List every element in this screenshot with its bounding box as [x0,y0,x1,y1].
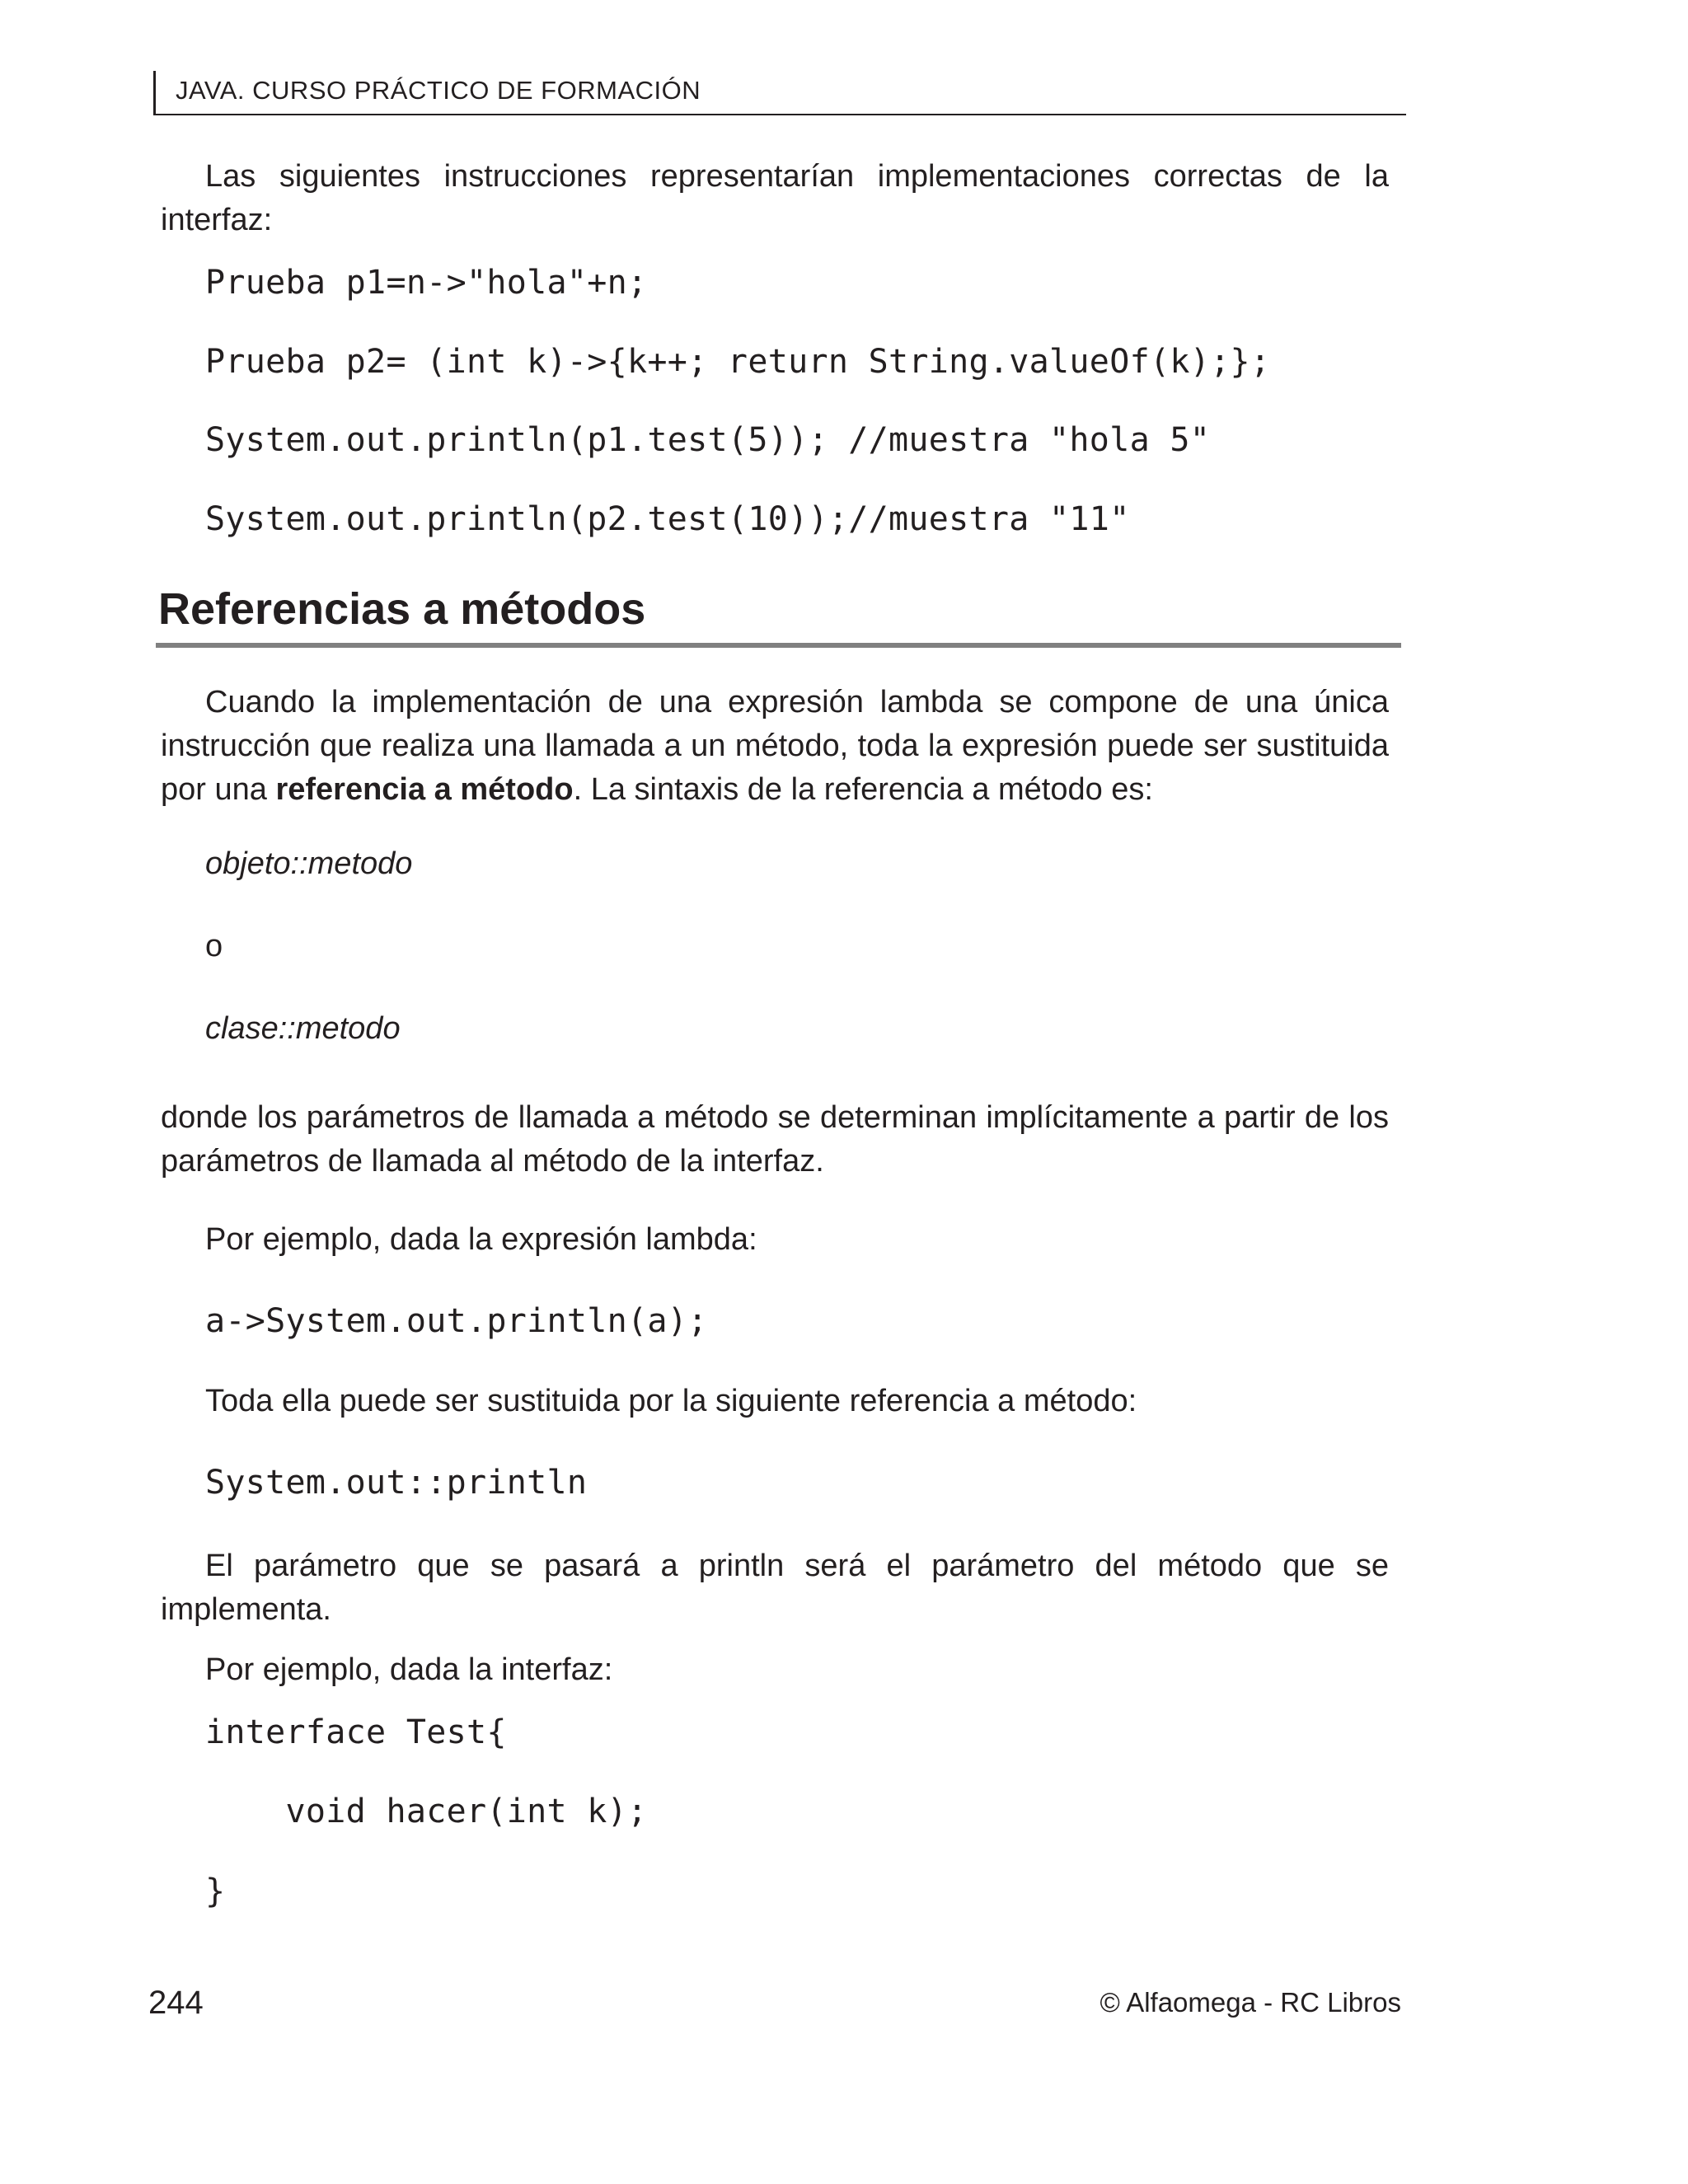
code-line-println-p1: System.out.println(p1.test(5)); //muestra "hola 5" [205,421,1211,459]
syntax-class-method: clase::metodo [205,1011,401,1046]
paragraph-1-text-before: Cuando la implementación de una expresión lambda se compone de una única instrucción que realiza una llamada a un método, toda la expresión puede ser sustituida por una [161,685,1389,807]
code-line-println-p2: System.out.println(p2.test(10));//muestra "11" [205,500,1130,538]
example-2-intro: Por ejemplo, dada la interfaz: [205,1652,613,1687]
running-title: JAVA. CURSO PRÁCTICO DE FORMACIÓN [176,76,701,105]
copyright: © Alfaomega - RC Libros [1100,1987,1401,2018]
interface-code-line-2: void hacer(int k); [205,1793,648,1830]
section-rule [156,643,1401,648]
syntax-object-method: objeto::metodo [205,846,413,881]
parameters-paragraph: donde los parámetros de llamada a método se determinan implícitamente a partir de los parámetros de llamada al método de la interfaz. [161,1100,1389,1179]
code-line-p2: Prueba p2= (int k)->{k++; return String.valueOf(k);}; [205,343,1271,381]
example-1-lambda-code: a->System.out.println(a); [205,1302,708,1340]
code-line-p1: Prueba p1=n->"hola"+n; [205,264,648,302]
interface-code-line-1: interface Test{ [205,1713,507,1751]
bold-term: referencia a método [275,772,574,807]
method-reference-paragraph [161,681,1389,812]
syntax-or: o [205,929,223,963]
example-1-method-reference-code: System.out::println [205,1464,588,1502]
page-number: 244 [148,1985,204,2021]
section-title: Referencias a métodos [158,584,646,634]
example-1-intro: Por ejemplo, dada la expresión lambda: [205,1222,757,1257]
running-header [153,71,1406,115]
paragraph-1-text-after: . La sintaxis de la referencia a método es: [573,772,1153,807]
println-paragraph: El parámetro que se pasará a println será el parámetro del método que se implementa. [161,1549,1389,1627]
intro-paragraph: Las siguientes instrucciones representarían implementaciones correctas de la interfaz: [161,159,1389,237]
interface-code-line-3: } [205,1872,226,1910]
example-1-replace-text: Toda ella puede ser sustituida por la siguiente referencia a método: [205,1384,1137,1418]
